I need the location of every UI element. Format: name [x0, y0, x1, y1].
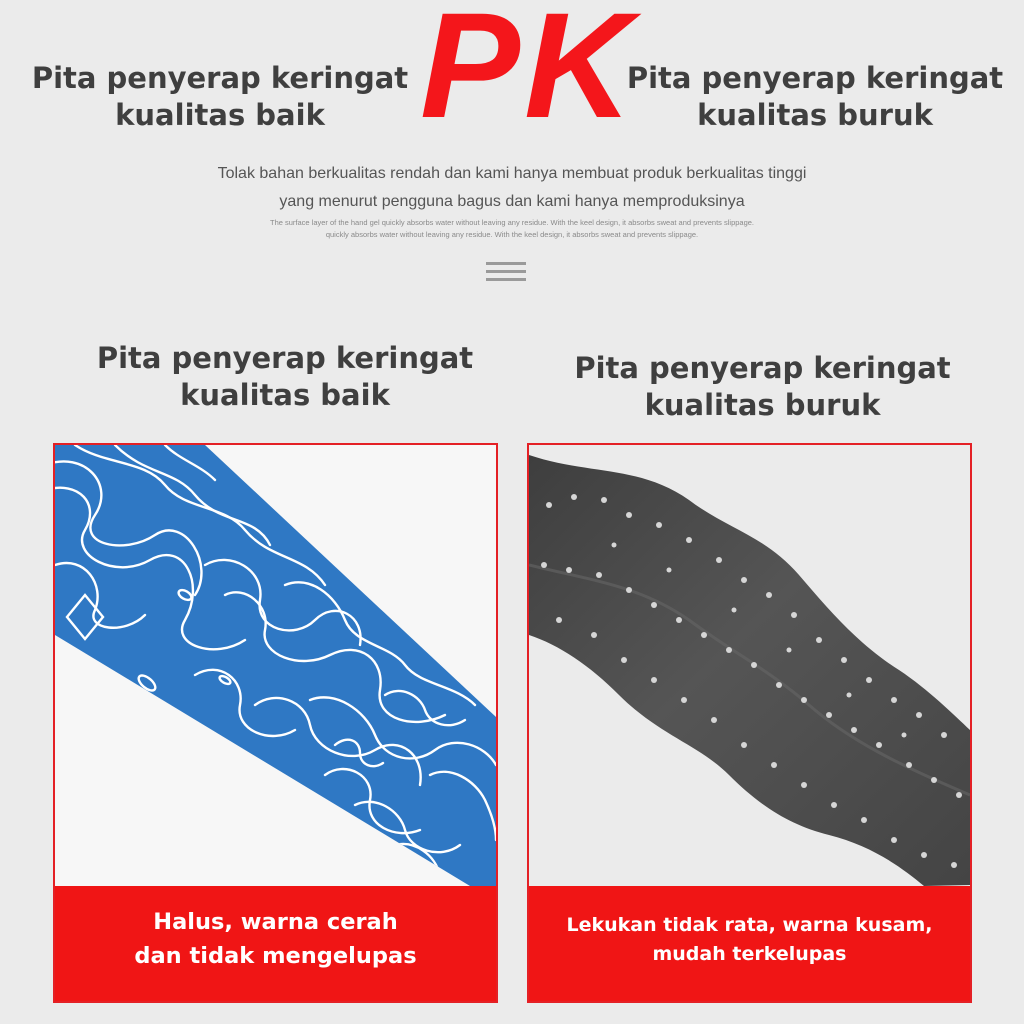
bad-caption — [529, 886, 970, 1001]
good-caption-line2: dan tidak mengelupas — [134, 942, 417, 969]
bad-title-line1: Pita penyerap keringat — [574, 351, 951, 385]
good-caption — [55, 886, 496, 1001]
bad-caption-line1: Lekukan tidak rata, warna kusam, — [566, 914, 933, 936]
header-title-good — [15, 60, 425, 134]
subtitle-line2: yang menurut pengguna bagus dan kami hanya memproduksinya — [279, 193, 745, 210]
good-caption-line1: Halus, warna cerah — [153, 908, 398, 935]
header-title-bad-line1: Pita penyerap keringat — [626, 61, 1004, 95]
small-description — [150, 217, 874, 241]
bad-title-line2: kualitas buruk — [644, 388, 881, 423]
bad-tape-photo — [529, 445, 970, 886]
pk-badge: PK — [420, 0, 637, 149]
bad-quality-panel — [527, 443, 972, 1003]
good-title — [60, 340, 510, 414]
good-tape-photo — [55, 445, 496, 886]
small-description-line1: The surface layer of the hand gel quickly absorbs water without leaving any residue. With the keel design, it absorbs sweat and prevents slippage. — [269, 218, 755, 227]
header-title-bad-line2: kualitas buruk — [697, 98, 933, 133]
header-title-good-line1: Pita penyerap keringat — [31, 61, 409, 95]
header-title-bad — [610, 60, 1020, 134]
good-title-line1: Pita penyerap keringat — [96, 341, 474, 375]
bad-caption-line2: mudah terkelupas — [652, 942, 847, 965]
header-title-good-line2: kualitas baik — [115, 98, 325, 133]
bad-title — [535, 350, 990, 424]
small-description-line2: quickly absorbs water without leaving any residue. With the keel design, it absorbs sweat and prevents slippage. — [325, 230, 699, 239]
good-title-line2: kualitas baik — [180, 378, 390, 413]
subtitle-line1: Tolak bahan berkualitas rendah dan kami hanya membuat produk berkualitas tinggi — [217, 165, 807, 182]
menu-icon[interactable] — [486, 262, 526, 286]
good-quality-panel — [53, 443, 498, 1003]
